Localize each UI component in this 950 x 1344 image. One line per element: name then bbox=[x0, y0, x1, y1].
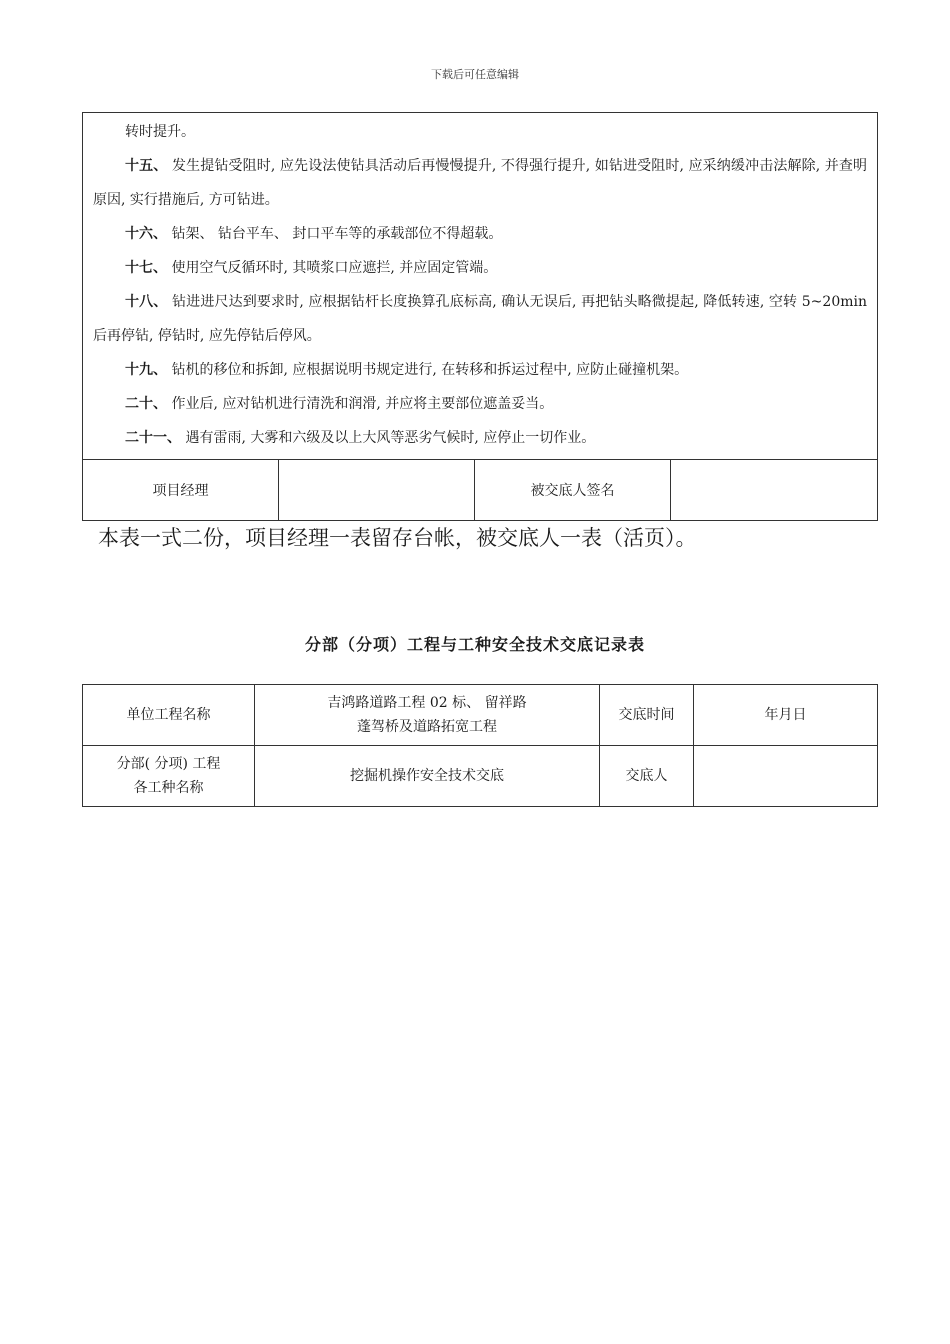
project-manager-label: 项目经理 bbox=[83, 460, 279, 521]
rule-text: 钻机的移位和拆卸, 应根据说明书规定进行, 在转移和拆运过程中, 应防止碰撞机架。 bbox=[167, 362, 689, 378]
sub-project-label-line1: 分部( 分项) 工程 bbox=[116, 756, 221, 772]
rule-paragraph bbox=[93, 217, 867, 251]
handover-time-value[interactable]: 年月日 bbox=[694, 685, 878, 746]
rule-number: 十七、 bbox=[125, 260, 167, 276]
form-footnote: 本表一式二份，项目经理一表留存台帐，被交底人一表（活页）。 bbox=[98, 526, 697, 550]
safety-rules-table bbox=[82, 112, 878, 521]
rules-paragraph-list bbox=[93, 115, 867, 455]
rule-number: 十六、 bbox=[125, 226, 167, 242]
rule-paragraph bbox=[93, 115, 867, 149]
rule-paragraph bbox=[93, 251, 867, 285]
handover-time-label: 交底时间 bbox=[600, 685, 694, 746]
rule-number: 十五、 bbox=[125, 158, 168, 174]
rule-text: 使用空气反循环时, 其喷浆口应遮拦, 并应固定管端。 bbox=[167, 260, 498, 276]
handover-person-value[interactable] bbox=[694, 746, 878, 807]
unit-project-label: 单位工程名称 bbox=[83, 685, 255, 746]
rule-number: 十八、 bbox=[125, 294, 168, 310]
rule-text: 遇有雷雨, 大雾和六级及以上大风等恶劣气候时, 应停止一切作业。 bbox=[181, 430, 596, 446]
rule-text: 转时提升。 bbox=[125, 124, 195, 140]
rule-text: 发生提钻受阻时, 应先设法使钻具活动后再慢慢提升, 不得强行提升, 如钻进受阻时, 应采纳缓冲击法解除, 并查明原因, 实行措施后, 方可钻进。 bbox=[93, 158, 868, 208]
rule-number: 十九、 bbox=[125, 362, 167, 378]
rule-text: 钻架、 钻台平车、 封口平车等的承载部位不得超载。 bbox=[167, 226, 503, 242]
rule-text: 作业后, 应对钻机进行清洗和润滑, 并应将主要部位遮盖妥当。 bbox=[167, 396, 554, 412]
unit-project-line2: 蓬驾桥及道路拓宽工程 bbox=[357, 719, 497, 735]
unit-project-value bbox=[255, 685, 600, 746]
rules-content-cell bbox=[83, 113, 878, 460]
sub-project-label-line2: 各工种名称 bbox=[133, 780, 204, 796]
handover-record-table bbox=[82, 684, 878, 807]
sub-project-label bbox=[83, 746, 255, 807]
rule-paragraph bbox=[93, 353, 867, 387]
rule-number: 二十一、 bbox=[125, 430, 181, 446]
rule-number: 二十、 bbox=[125, 396, 167, 412]
recipient-signature-label: 被交底人签名 bbox=[475, 460, 671, 521]
recipient-signature-cell[interactable] bbox=[671, 460, 878, 521]
record-form-title: 分部（分项）工程与工种安全技术交底记录表 bbox=[304, 635, 645, 654]
unit-project-line1: 吉鸿路道路工程 02 标、 留祥路 bbox=[327, 695, 527, 711]
rule-paragraph bbox=[93, 387, 867, 421]
rule-paragraph bbox=[93, 421, 867, 455]
handover-person-label: 交底人 bbox=[600, 746, 694, 807]
rule-paragraph bbox=[93, 285, 867, 353]
project-manager-signature-cell[interactable] bbox=[279, 460, 475, 521]
rule-paragraph bbox=[93, 149, 867, 217]
rule-text: 钻进进尺达到要求时, 应根据钻杆长度换算孔底标高, 确认无误后, 再把钻头略微提起, 降低转速, 空转 5~20min 后再停钻, 停钻时, 应先停钻后停风。 bbox=[93, 294, 868, 344]
sub-project-value: 挖掘机操作安全技术交底 bbox=[255, 746, 600, 807]
header-note: 下载后可任意编辑 bbox=[431, 68, 519, 81]
